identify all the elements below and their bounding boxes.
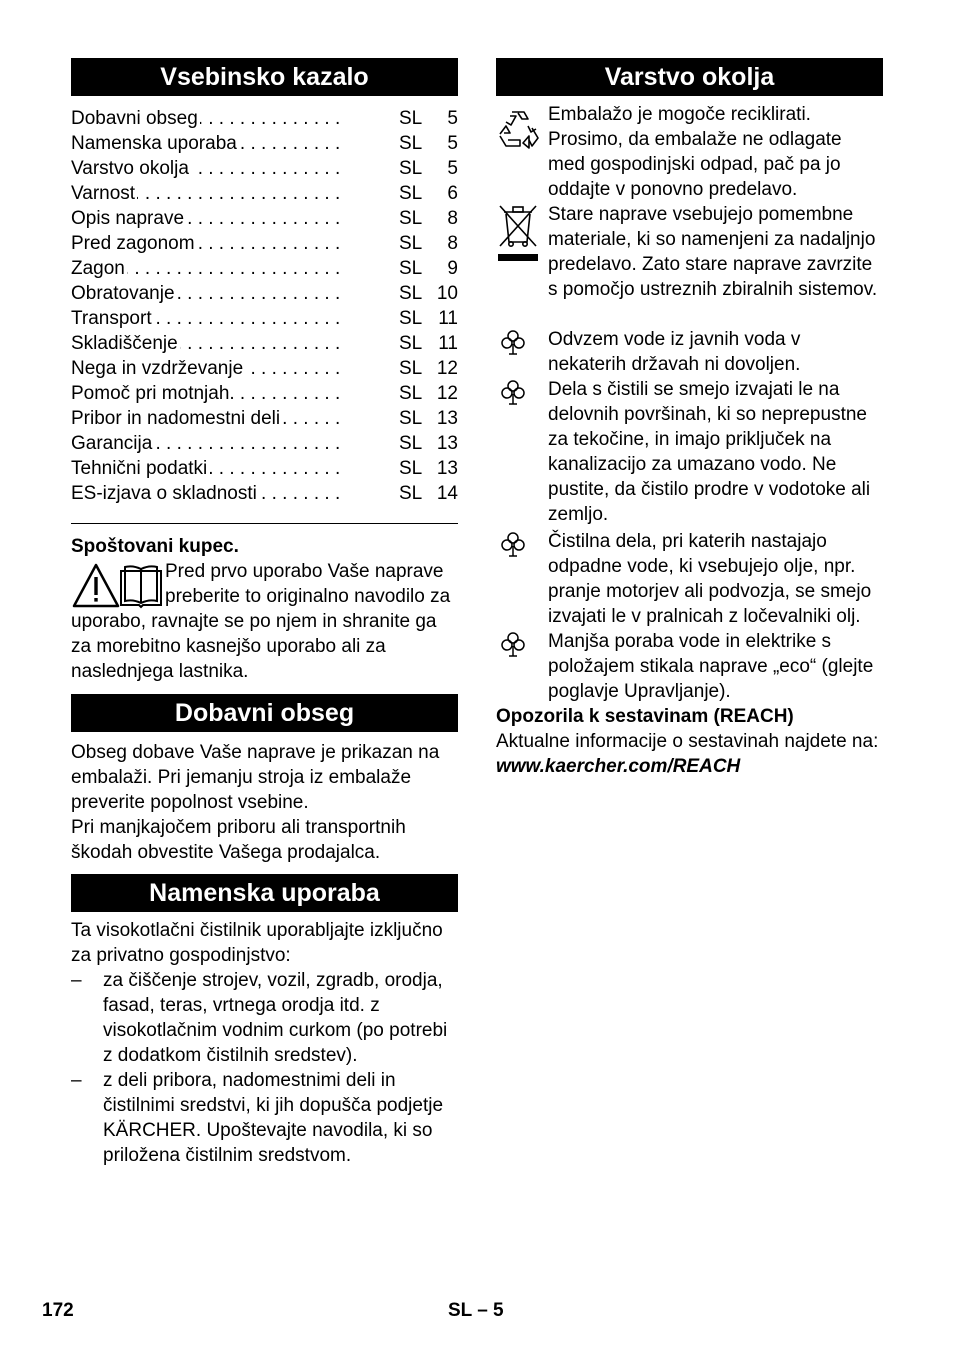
environment-icon — [498, 529, 528, 559]
environment-item — [496, 102, 883, 202]
toc-row[interactable] — [71, 431, 458, 456]
toc-item-page: 6 — [447, 183, 458, 204]
toc-item-page: 12 — [436, 383, 458, 404]
toc-item-page: 10 — [436, 283, 458, 304]
environment-item-text: Embalažo je mogoče reciklirati. Prosimo, da embalaže ne odlagate med gospodinjski odpad, pač pa jo oddajte v ponovno predelavo. — [548, 104, 842, 200]
toc-item-lang: SL — [399, 108, 423, 129]
environment-item — [496, 327, 883, 377]
toc-item-title — [71, 306, 347, 331]
toc-item-title — [71, 131, 347, 156]
page-number: 172 — [42, 1300, 74, 1321]
toc-item-page: 5 — [447, 108, 458, 129]
toc-list — [71, 106, 458, 506]
bullet-dash: – — [71, 970, 82, 991]
environment-item — [496, 202, 883, 327]
toc-item-lang: SL — [399, 158, 423, 179]
environment-icon — [498, 629, 528, 659]
toc-row[interactable] — [71, 381, 458, 406]
environment-heading: Varstvo okolja — [496, 58, 883, 96]
toc-item-title-text: Namenska uporaba — [71, 133, 237, 154]
toc-item-title — [71, 156, 347, 181]
toc-item-page: 5 — [447, 133, 458, 154]
toc-item-title — [71, 231, 347, 256]
toc-item-lang: SL — [399, 208, 423, 229]
environment-item-text: Odvzem vode iz javnih voda v nekaterih državah ni dovoljen. — [548, 329, 801, 375]
environment-item-text: Manjša poraba vode in elektrike s položajem stikala naprave „eco“ (glejte poglavje Upravljanje). — [548, 631, 874, 702]
toc-item-title-text: Obratovanje — [71, 283, 175, 304]
toc-item-lang: SL — [399, 258, 423, 279]
toc-item-lang: SL — [399, 383, 423, 404]
toc-item-title-text: Transport — [71, 308, 152, 329]
toc-row[interactable] — [71, 156, 458, 181]
toc-item-page: 13 — [436, 433, 458, 454]
environment-item-text: Stare naprave vsebujejo pomembne materiale, ki so namenjeni za nadaljnjo predelavo. Zato stare naprave zavrzite s pomočjo ustreznih zbiralnih sistemov. — [548, 204, 878, 300]
bullet-text: z deli pribora, nadomestnimi deli in čistilnimi sredstvi, ki jih dopušča podjetje KÄRCHER. Upoštevajte navodila, ki so priložena čistilnim sredstvom. — [103, 1070, 444, 1166]
environment-item — [496, 629, 883, 704]
toc-item-page: 8 — [447, 233, 458, 254]
toc-item-page: 14 — [436, 483, 458, 504]
toc-item-title — [71, 206, 347, 231]
environment-item-text: Dela s čistili se smejo izvajati le na delovnih površinah, ki so neprepustne za tekočine, in imajo priključek na kanalizacijo za umazano vodo. Ne pustite, da čistilo prodre v vodotoke ali zemljo. — [548, 379, 871, 525]
toc-row[interactable] — [71, 106, 458, 131]
toc-item-title-text: Zagon — [71, 258, 125, 279]
toc-item-lang: SL — [399, 408, 423, 429]
toc-item-title — [71, 356, 347, 381]
toc-item-lang: SL — [399, 458, 423, 479]
toc-item-page: 12 — [436, 358, 458, 379]
usage-bullet — [71, 1068, 458, 1168]
toc-row[interactable] — [71, 231, 458, 256]
usage-intro: Ta visokotlačni čistilnik uporabljajte izključno za privatno gospodinjstvo: — [71, 920, 443, 966]
toc-item-lang: SL — [399, 358, 423, 379]
toc-row[interactable] — [71, 131, 458, 156]
toc-row[interactable] — [71, 406, 458, 431]
toc-item-page: 13 — [436, 458, 458, 479]
toc-item-title-text: Nega in vzdrževanje — [71, 358, 244, 379]
toc-item-title — [71, 106, 347, 131]
toc-item-title — [71, 281, 347, 306]
toc-row[interactable] — [71, 281, 458, 306]
toc-item-title — [71, 381, 347, 406]
toc-item-title — [71, 431, 347, 456]
toc-item-lang: SL — [399, 283, 423, 304]
greeting-title: Spoštovani kupec. — [71, 536, 239, 557]
toc-item-title-text: Opis naprave — [71, 208, 185, 229]
toc-item-title — [71, 481, 347, 506]
toc-item-title — [71, 256, 347, 281]
reach-text: Aktualne informacije o sestavinah najdete na: — [496, 731, 879, 752]
toc-row[interactable] — [71, 256, 458, 281]
toc-item-title-text: Pomoč pri motnjah — [71, 383, 230, 404]
toc-item-page: 13 — [436, 408, 458, 429]
toc-row[interactable] — [71, 481, 458, 506]
toc-row[interactable] — [71, 306, 458, 331]
environment-item — [496, 529, 883, 629]
reach-title: Opozorila k sestavinam (REACH) — [496, 706, 794, 727]
right-column — [496, 58, 883, 779]
toc-item-page: 11 — [438, 308, 458, 329]
delivery-paragraph-2: Pri manjkajočem priboru ali transportnih škodah obvestite Vašega prodajalca. — [71, 817, 406, 863]
toc-row[interactable] — [71, 356, 458, 381]
environment-icon — [498, 377, 528, 407]
toc-item-title-text: Pred zagonom — [71, 233, 195, 254]
bullet-dash: – — [71, 1070, 82, 1091]
left-column — [71, 58, 458, 1168]
usage-heading: Namenska uporaba — [71, 874, 458, 912]
toc-row[interactable] — [71, 456, 458, 481]
reach-link[interactable]: www.kaercher.com/REACH — [496, 756, 741, 777]
toc-item-title — [71, 456, 347, 481]
environment-item-text: Čistilna dela, pri katerih nastajajo odpadne vode, ki vsebujejo olje, npr. pranje motorjev ali podvozja, se smejo izvajati le v pralnicah z ločevalniki olj. — [548, 531, 872, 627]
toc-item-title-text: Tehnični podatki — [71, 458, 208, 479]
delivery-paragraph-1: Obseg dobave Vaše naprave je prikazan na embalaži. Pri jemanju stroja iz embalaže preverite popolnost vsebine. — [71, 742, 440, 813]
toc-item-page: 8 — [447, 208, 458, 229]
recycle-icon — [496, 106, 540, 150]
toc-item-title — [71, 181, 347, 206]
toc-item-title-text: Garancija — [71, 433, 153, 454]
bullet-text: za čiščenje strojev, vozil, zgradb, orodja, fasad, teras, vrtnega orodja itd. z visokotlačnim vodnim curkom (po potrebi z dodatkom čistilnih sredstev). — [103, 970, 448, 1066]
warning-manual-icon — [71, 561, 163, 609]
toc-row[interactable] — [71, 181, 458, 206]
toc-item-lang: SL — [399, 333, 423, 354]
toc-item-title-text: Skladiščenje — [71, 333, 178, 354]
environment-item — [496, 377, 883, 527]
toc-item-page: 9 — [447, 258, 458, 279]
toc-divider — [71, 523, 458, 524]
delivery-heading: Dobavni obseg — [71, 694, 458, 732]
toc-item-lang: SL — [399, 308, 423, 329]
toc-item-page: 5 — [447, 158, 458, 179]
toc-item-lang: SL — [399, 133, 423, 154]
toc-item-lang: SL — [399, 483, 423, 504]
toc-row[interactable] — [71, 206, 458, 231]
crossed-bin-icon — [496, 202, 540, 264]
toc-item-title-text: Pribor in nadomestni deli — [71, 408, 281, 429]
toc-item-title-text: Varnost — [71, 183, 136, 204]
toc-heading: Vsebinsko kazalo — [71, 58, 458, 96]
toc-item-title — [71, 331, 347, 356]
footer-lang-page: SL – 5 — [448, 1300, 504, 1321]
toc-item-title — [71, 406, 347, 431]
toc-item-title-text: ES-izjava o skladnosti — [71, 483, 257, 504]
greeting-block — [71, 534, 458, 684]
toc-item-lang: SL — [399, 433, 423, 454]
environment-icon — [498, 327, 528, 357]
toc-item-page: 11 — [438, 333, 458, 354]
toc-item-lang: SL — [399, 233, 423, 254]
toc-item-title-text: Varstvo okolja — [71, 158, 189, 179]
toc-item-lang: SL — [399, 183, 423, 204]
toc-item-title-text: Dobavni obseg — [71, 108, 198, 129]
usage-bullet — [71, 968, 458, 1068]
toc-row[interactable] — [71, 331, 458, 356]
greeting-text: Pred prvo uporabo Vaše naprave preberite to originalno navodilo za uporabo, ravnajte se po njem in shranite ga za morebitno kasnejšo uporabo ali za naslednjega lastnika. — [71, 561, 451, 682]
